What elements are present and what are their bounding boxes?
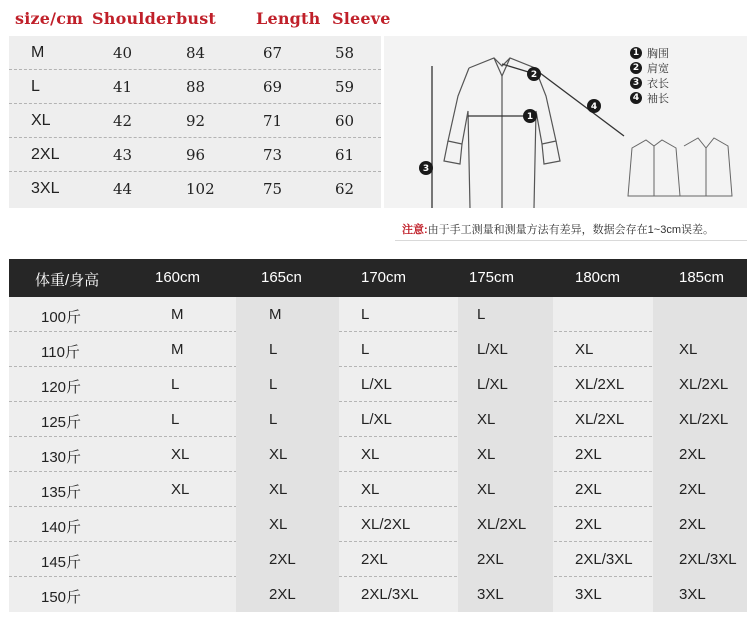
header-bust: bust xyxy=(176,9,217,28)
marker-1-icon: 1 xyxy=(630,47,642,59)
shoulder-cell: 43 xyxy=(113,146,133,164)
size-cell: 2XL/3XL xyxy=(361,586,419,603)
bust-cell: 88 xyxy=(186,78,206,96)
column-stripe xyxy=(458,542,553,577)
legend-label: 袖长 xyxy=(647,92,669,105)
header-shoulder: Shoulder xyxy=(92,9,175,28)
note-label: 注意: xyxy=(402,224,428,236)
size-cell: L xyxy=(171,376,180,393)
svg-text:4: 4 xyxy=(590,102,598,112)
shoulder-cell: 44 xyxy=(113,180,133,198)
size-cell: XL xyxy=(477,411,496,428)
header-175cm: 175cm xyxy=(469,269,515,286)
size-cell: XL xyxy=(31,112,51,129)
size-cell: 3XL xyxy=(679,586,706,603)
size-cell: L xyxy=(361,341,370,358)
column-stripe xyxy=(236,402,339,437)
table-row xyxy=(9,472,747,507)
size-row xyxy=(9,104,381,138)
size-cell: XL/2XL xyxy=(575,376,625,393)
size-cell: M xyxy=(171,306,184,323)
table-row xyxy=(9,507,747,542)
shirt-diagram-icon xyxy=(384,36,747,208)
size-cell: XL xyxy=(171,446,190,463)
measurement-note xyxy=(402,221,714,237)
size-cell: L xyxy=(269,341,278,358)
weight-cell: 100斤 xyxy=(41,309,82,326)
size-cell: XL xyxy=(477,446,496,463)
size-cell: 2XL/3XL xyxy=(575,551,633,568)
size-cell: XL xyxy=(477,481,496,498)
svg-text:3: 3 xyxy=(422,164,430,174)
sleeve-cell: 60 xyxy=(335,112,355,130)
size-cell: 2XL xyxy=(575,446,602,463)
size-cell: 2XL xyxy=(679,516,706,533)
header-sleeve: Sleeve xyxy=(332,9,391,28)
size-cell: 2XL xyxy=(575,516,602,533)
table-row xyxy=(9,297,747,332)
size-table-header xyxy=(0,0,400,36)
size-cell: M xyxy=(171,341,184,358)
shoulder-cell: 42 xyxy=(113,112,133,130)
size-cell: L xyxy=(171,411,180,428)
marker-4-icon: 4 xyxy=(630,92,642,104)
size-cell: 2XL xyxy=(269,551,296,568)
size-cell: XL xyxy=(269,446,288,463)
marker-3-icon: 3 xyxy=(630,77,642,89)
size-cell: L/XL xyxy=(477,376,508,393)
size-cell: XL/2XL xyxy=(361,516,411,533)
length-cell: 75 xyxy=(263,180,283,198)
size-cell: 2XL/3XL xyxy=(679,551,737,568)
weight-cell: 120斤 xyxy=(41,379,82,396)
size-cell: 3XL xyxy=(31,180,60,197)
shoulder-cell: 41 xyxy=(113,78,133,96)
length-cell: 67 xyxy=(263,44,283,62)
size-row xyxy=(9,70,381,104)
column-stripe xyxy=(236,507,339,542)
weight-cell: 150斤 xyxy=(41,589,82,606)
column-stripe xyxy=(458,577,553,612)
table-row xyxy=(9,437,747,472)
size-cell: 2XL xyxy=(679,481,706,498)
column-stripe xyxy=(458,402,553,437)
shoulder-cell: 40 xyxy=(113,44,133,62)
size-row xyxy=(9,36,381,70)
legend-item-length xyxy=(630,75,669,90)
column-stripe xyxy=(458,297,553,332)
size-cell: 2XL xyxy=(361,551,388,568)
column-stripe xyxy=(236,472,339,507)
legend-label: 衣长 xyxy=(647,77,669,90)
size-cell: 2XL xyxy=(269,586,296,603)
size-cell: M xyxy=(269,306,282,323)
size-cell: M xyxy=(31,44,45,61)
size-cell: L/XL xyxy=(361,411,392,428)
length-cell: 69 xyxy=(263,78,283,96)
weight-cell: 135斤 xyxy=(41,484,82,501)
weight-cell: 145斤 xyxy=(41,554,82,571)
weight-cell: 125斤 xyxy=(41,414,82,431)
legend-item-shoulder xyxy=(630,60,669,75)
table-row xyxy=(9,332,747,367)
size-cell: 2XL xyxy=(477,551,504,568)
size-cell: XL xyxy=(171,481,190,498)
table-row xyxy=(9,577,747,612)
header-160cm: 160cm xyxy=(155,269,201,286)
measurement-legend xyxy=(630,45,669,105)
weight-cell: 110斤 xyxy=(41,344,80,361)
length-cell: 71 xyxy=(263,112,283,130)
weight-height-table-header xyxy=(9,259,747,297)
size-cell: XL xyxy=(679,341,698,358)
header-165cm: 165cn xyxy=(261,269,302,286)
size-cell: L xyxy=(269,411,278,428)
size-row xyxy=(9,172,381,206)
legend-item-chest xyxy=(630,45,669,60)
size-cell: 3XL xyxy=(477,586,504,603)
size-cell: XL/2XL xyxy=(575,411,625,428)
note-text: 由于手工测量和测量方法有差异，数据会存在1~3cm误差。 xyxy=(427,224,714,236)
header-185cm: 185cm xyxy=(679,269,725,286)
sleeve-cell: 58 xyxy=(335,44,355,62)
column-stripe xyxy=(458,437,553,472)
bust-cell: 84 xyxy=(186,44,206,62)
length-cell: 73 xyxy=(263,146,283,164)
size-cell: 3XL xyxy=(575,586,602,603)
sleeve-cell: 61 xyxy=(335,146,355,164)
legend-label: 肩宽 xyxy=(647,62,669,75)
size-cell: L/XL xyxy=(477,341,508,358)
header-length: Length xyxy=(256,9,321,28)
size-cell: L/XL xyxy=(361,376,392,393)
size-cell: XL xyxy=(269,481,288,498)
column-stripe xyxy=(236,437,339,472)
marker-2-icon: 2 xyxy=(630,62,642,74)
table-row xyxy=(9,402,747,437)
size-cell: L xyxy=(477,306,486,323)
size-table xyxy=(9,36,381,208)
legend-item-sleeve xyxy=(630,90,669,105)
weight-cell: 130斤 xyxy=(41,449,82,466)
size-cell: XL/2XL xyxy=(477,516,527,533)
svg-text:2: 2 xyxy=(530,70,538,80)
weight-cell: 140斤 xyxy=(41,519,82,536)
size-cell: L xyxy=(269,376,278,393)
size-cell: XL/2XL xyxy=(679,376,729,393)
bust-cell: 96 xyxy=(186,146,206,164)
size-cell: XL/2XL xyxy=(679,411,729,428)
column-stripe xyxy=(458,472,553,507)
column-stripe xyxy=(236,332,339,367)
bust-cell: 102 xyxy=(186,180,215,198)
column-stripe xyxy=(236,367,339,402)
column-stripe xyxy=(653,332,747,367)
header-170cm: 170cm xyxy=(361,269,407,286)
size-cell: XL xyxy=(575,341,594,358)
size-cell: L xyxy=(31,78,40,95)
size-cell: 2XL xyxy=(575,481,602,498)
bust-cell: 92 xyxy=(186,112,206,130)
legend-label: 胸围 xyxy=(647,47,669,60)
size-cell: L xyxy=(361,306,370,323)
column-stripe xyxy=(236,297,339,332)
sleeve-cell: 62 xyxy=(335,180,355,198)
table-row xyxy=(9,367,747,402)
divider xyxy=(395,240,747,241)
size-row xyxy=(9,138,381,172)
size-cell: 2XL xyxy=(679,446,706,463)
column-stripe xyxy=(653,297,747,332)
table-row xyxy=(9,542,747,577)
measurement-diagram xyxy=(384,36,747,208)
size-cell: XL xyxy=(361,481,380,498)
sleeve-cell: 59 xyxy=(335,78,355,96)
svg-text:1: 1 xyxy=(526,112,534,122)
size-cell: 2XL xyxy=(31,146,60,163)
header-size-cm: size/cm xyxy=(15,9,84,28)
header-180cm: 180cm xyxy=(575,269,621,286)
size-cell: XL xyxy=(361,446,380,463)
size-cell: XL xyxy=(269,516,288,533)
header-weight-height: 体重/身高 xyxy=(35,272,100,289)
